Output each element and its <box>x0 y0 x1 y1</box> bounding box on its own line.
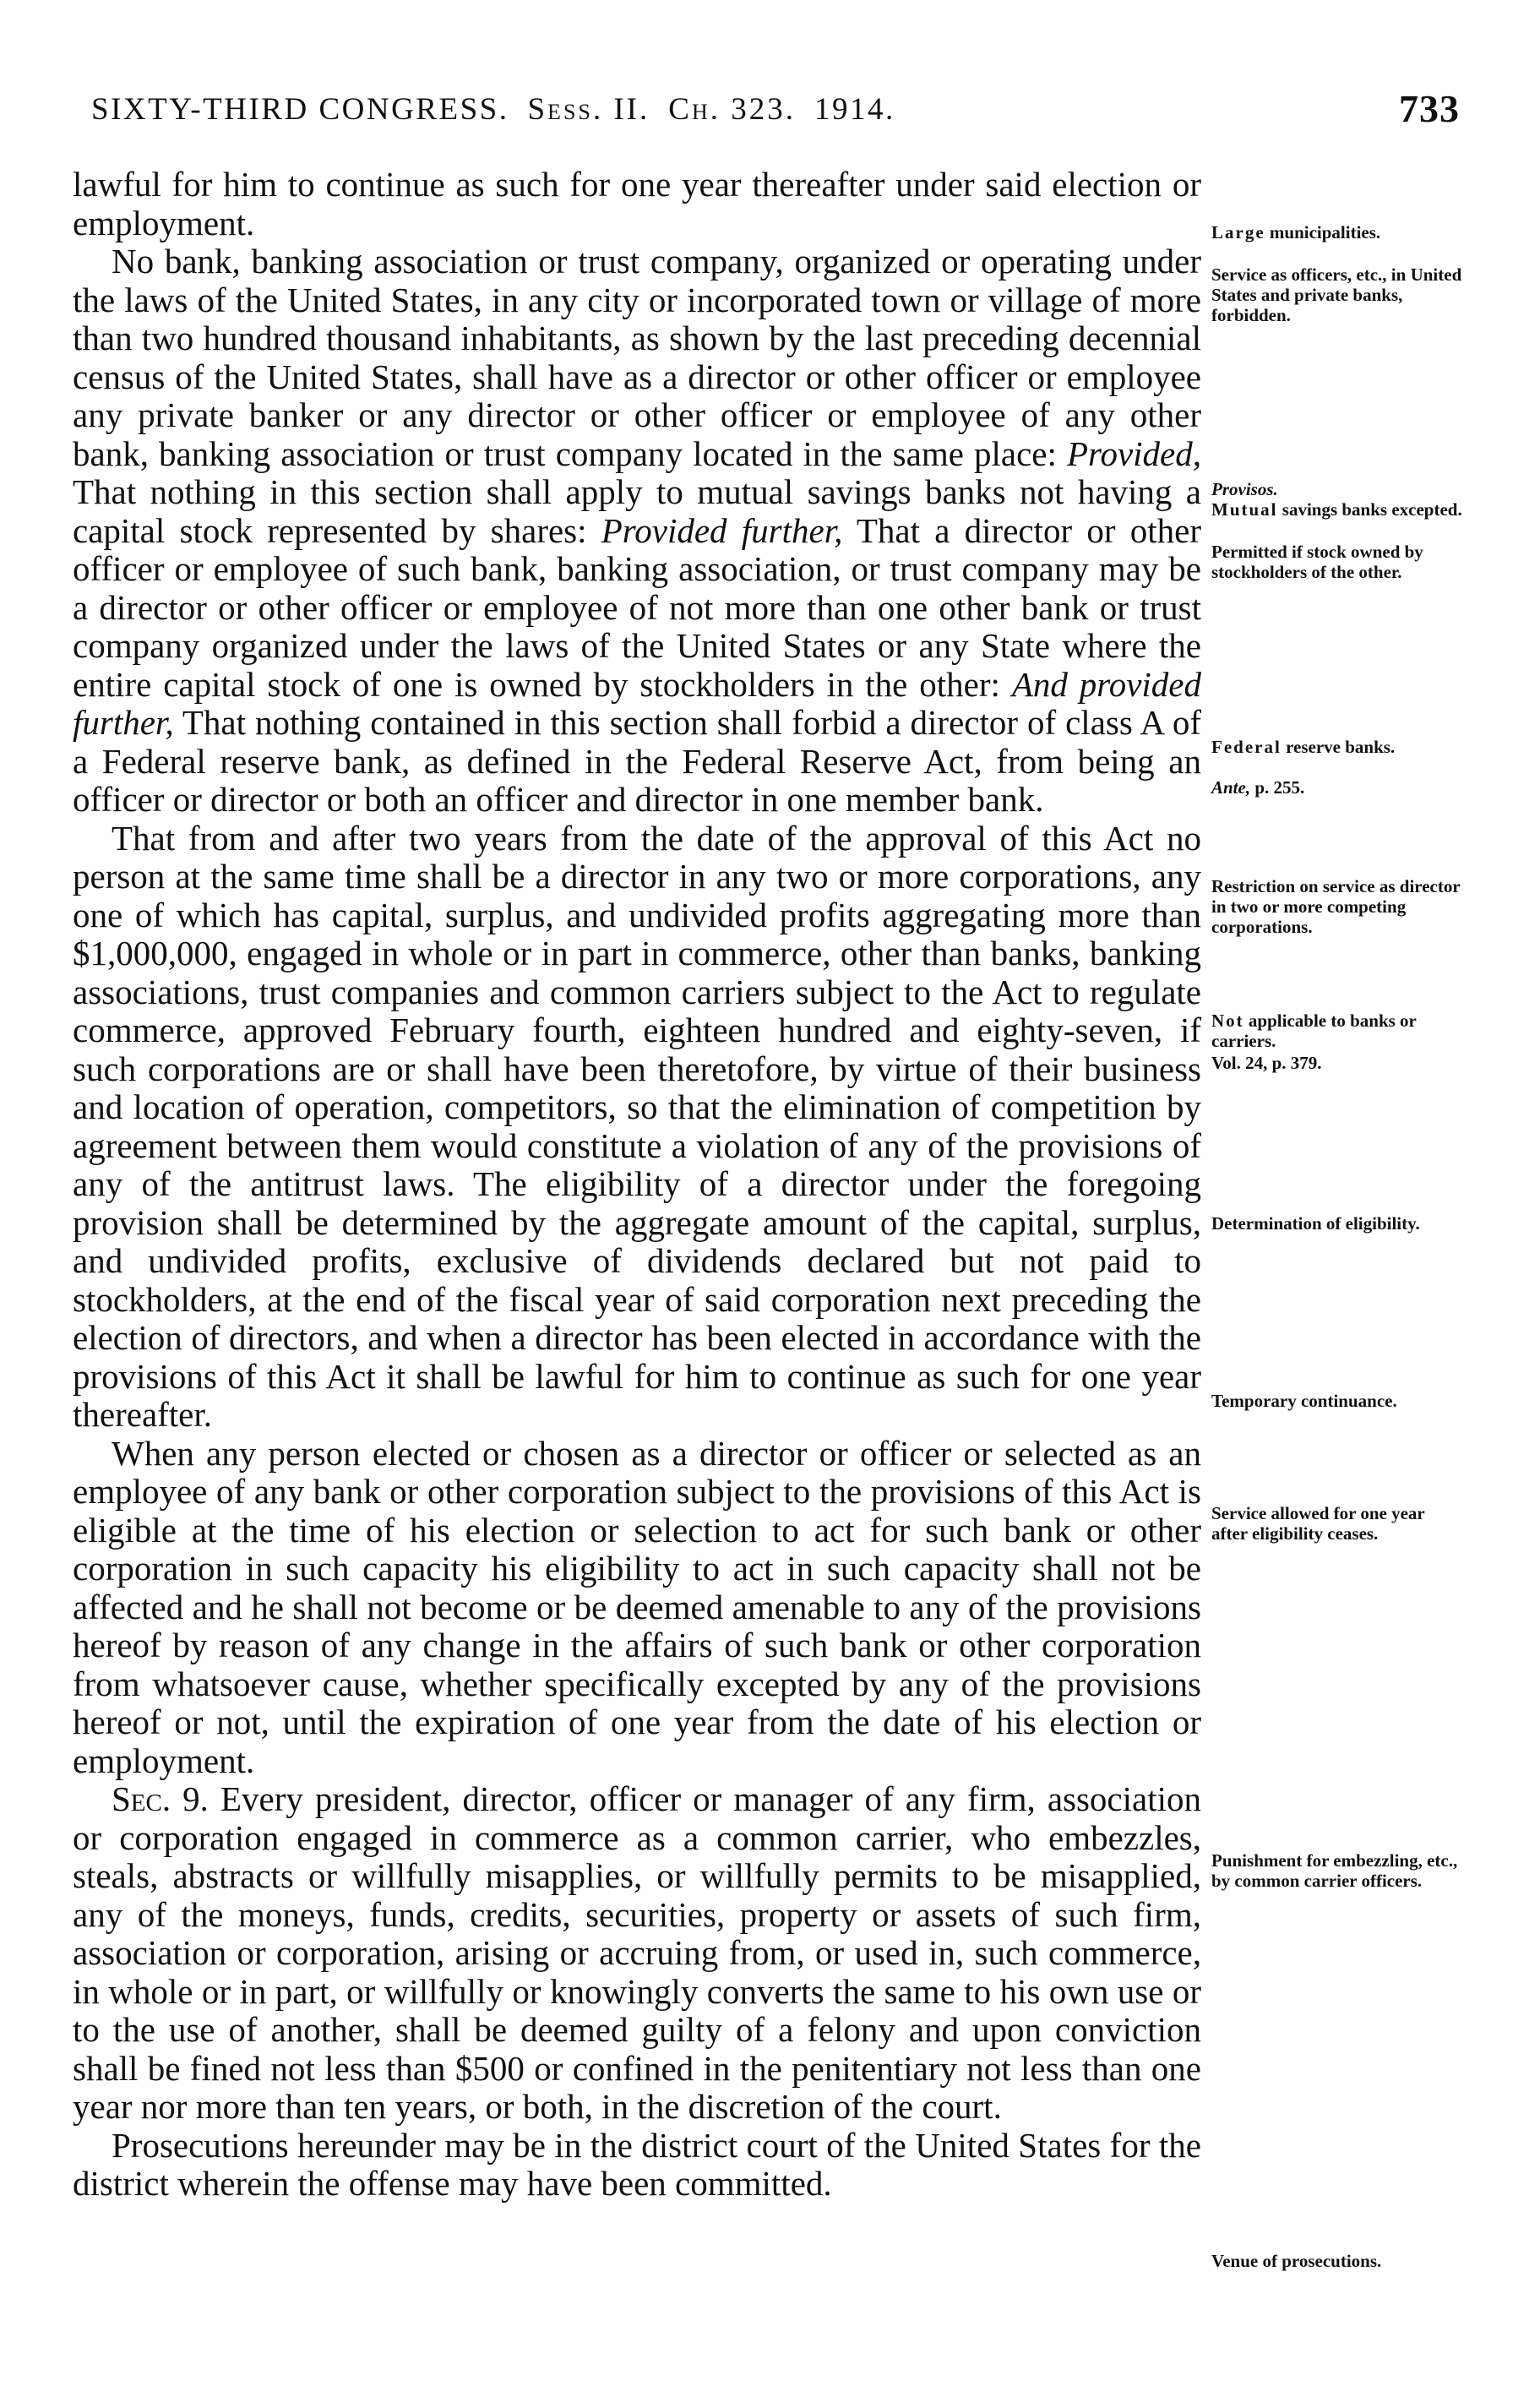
statute-body <box>73 166 1201 2204</box>
header-session: Sess. II. <box>527 92 650 127</box>
header-year: 1914. <box>814 92 895 127</box>
text-segment: Every president, director, officer or manager of any firm, association or corporation engaged in commerce as a common carrier, who embezzles, steals, abstracts or willfully misapplies, or willfully permits to be misapplied, any of the moneys, funds, credits, securities, property or assets of such firm, association or corporation, arising or accruing from, or used in, such commerce, in whole or in part, or willfully or knowingly converts the same to his own use or to the use of another, shall be deemed guilty of a felony and upon conviction shall be fined not less than $500 or confined in the penitentiary not less than one year nor more than ten years, or both, in the discretion of the court. <box>73 1779 1202 2126</box>
text-segment: No bank, banking association or trust company, organized or operating under the laws of the United States, in any city or incorporated town or village of more than two hundred thousand inhabitants, as shown by the last preceding decennial census of the United States, shall have as a director or other officer or employee any private banker or any director or other officer or employee of any other bank, banking association or trust company located in the same place: <box>73 242 1201 473</box>
margin-note-municipalities: Large municipalities. <box>1211 222 1381 242</box>
margin-note-mutual-savings: Mutual savings banks excepted. <box>1211 499 1462 520</box>
paragraph-eligibility: When any person elected or chosen as a director or officer or selected as an employee of any bank or other corporation subject to the provisions of this Act is eligible at the time of his election or selection to act for such bank or other corporation in such capacity his eligibility to act in such capacity shall not be affected and he shall not become or be deemed amenable to any of the provisions hereof by reason of any change in the affairs of such bank or other corporation from whatsoever cause, whether specifically excepted by any of the provisions hereof or not, until the expiration of one year from the date of his election or employment. <box>73 1433 1201 1780</box>
margin-note-service-allowed: Service allowed for one year after eligibility ceases. <box>1211 1503 1425 1544</box>
margin-note-service-forbidden: Service as officers, etc., in United States and private banks, forbidden. <box>1211 264 1462 325</box>
page-number: 733 <box>1399 87 1460 130</box>
paragraph-continuation: lawful for him to continue as such for one year thereafter under said election or employment. <box>73 165 1201 242</box>
section-number: Sec. 9. <box>112 1779 209 1818</box>
margin-note-vol-reference: Vol. 24, p. 379. <box>1211 1053 1322 1073</box>
margin-note-provisos: Provisos. <box>1211 479 1278 499</box>
proviso-label: Provided, <box>1066 433 1201 473</box>
margin-note-federal-reserve: Federal reserve banks. <box>1211 737 1396 757</box>
margin-note-determination: Determination of eligibility. <box>1211 1213 1420 1234</box>
proviso-label: Provided further, <box>601 510 843 550</box>
margin-note-punishment: Punishment for embezzling, etc., by common carrier officers. <box>1211 1850 1458 1891</box>
text-segment: That a director or other officer or employee of such bank, banking association, or trust company may be a director or other officer or employee of not more than one other bank or trust company organized under the laws of the United States or any State where the entire capital stock of one is owned by stockholders in the other: <box>73 510 1201 704</box>
header-congress: SIXTY-THIRD CONGRESS. <box>91 92 509 127</box>
margin-note-venue: Venue of prosecutions. <box>1211 2251 1382 2271</box>
margin-note-temporary: Temporary continuance. <box>1211 1391 1397 1411</box>
paragraph-prosecutions: Prosecutions hereunder may be in the district court of the United States for the district wherein the offense may have been committed. <box>73 2125 1201 2203</box>
margin-note-permitted: Permitted if stock owned by stockholders of the other. <box>1211 542 1423 582</box>
paragraph-section-9 <box>73 1780 1201 2127</box>
text-segment: That nothing in this section shall apply to mutual savings banks not having a capital stock represented by shares: <box>73 472 1201 550</box>
margin-note-ante-reference: Ante, p. 255. <box>1211 777 1305 798</box>
text-segment: That nothing contained in this section shall forbid a director of class A of a Federal reserve bank, as defined in the Federal Reserve Act, from being an officer or director or both an officer and director in one member bank. <box>73 703 1201 819</box>
header-chapter: Ch. 323. <box>668 92 796 127</box>
paragraph-competing-corporations: That from and after two years from the date of the approval of this Act no person at the same time shall be a director in any two or more corporations, any one of which has capital, surplus, and undivided profits aggregating more than $1,000,000, engaged in whole or in part in commerce, other than banks, banking associations, trust companies and common carriers subject to the Act to regulate commerce, approved February fourth, eighteen hundred and eighty-seven, if such corporations are or shall have been theretofore, by virtue of their business and location of operation, competitors, so that the elimination of competition by agreement between them would constitute a violation of any of the provisions of any of the antitrust laws. The eligibility of a director under the foregoing provision shall be determined by the aggregate amount of the capital, surplus, and undivided profits, exclusive of dividends declared but not paid to stockholders, at the end of the fiscal year of said corporation next preceding the election of directors, and when a director has been elected in accordance with the provisions of this Act it shall be lawful for him to continue as such for one year thereafter. <box>73 818 1201 1434</box>
paragraph-bank-interlocks <box>73 242 1201 820</box>
margin-note-restriction: Restriction on service as director in two or more competing corporations. <box>1211 876 1461 937</box>
proviso-label: And provided further, <box>73 664 1201 742</box>
header-title <box>91 91 914 128</box>
margin-note-not-applicable: Not applicable to banks or carriers. <box>1211 1011 1417 1051</box>
running-header <box>91 87 1460 142</box>
